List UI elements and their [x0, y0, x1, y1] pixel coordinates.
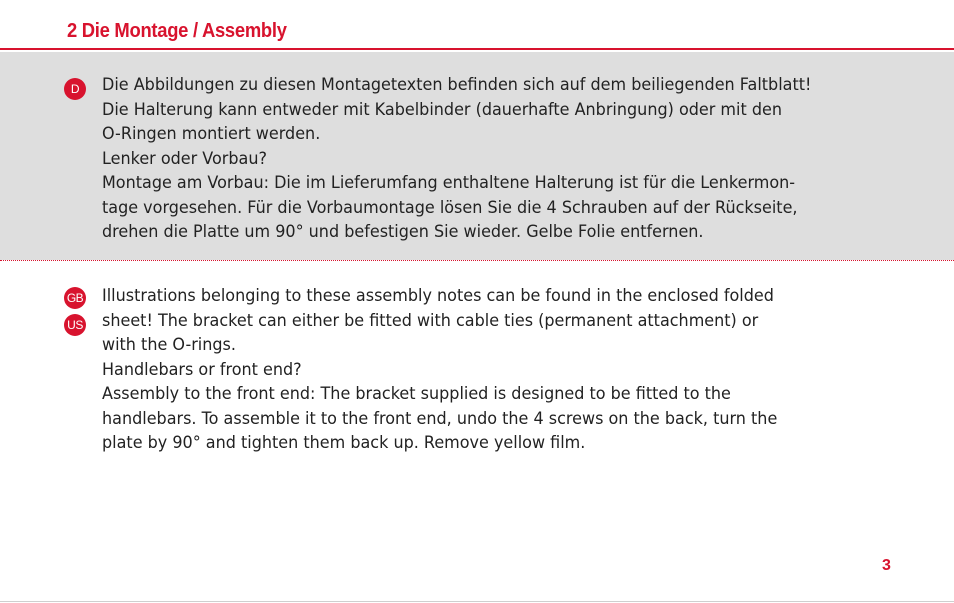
english-line: plate by 90° and tighten them back up. Remove yellow film. — [102, 433, 586, 452]
english-line: Illustrations belonging to these assembly notes can be found in the enclosed folded — [102, 286, 774, 305]
language-badge-gb: GB — [64, 287, 86, 309]
german-line: O-Ringen montiert werden. — [102, 124, 321, 143]
section-title: 2 Die Montage / Assembly — [67, 20, 287, 42]
german-line: tage vorgesehen. Für die Vorbaumontage lösen Sie die 4 Schrauben auf der Rückseite, — [102, 197, 798, 217]
section-divider — [0, 260, 954, 261]
german-line: Lenker oder Vorbau? — [102, 148, 267, 168]
language-badge-de: D — [64, 78, 86, 100]
german-line: Die Halterung kann entweder mit Kabelbinder (dauerhafte Anbringung) oder mit den — [102, 99, 782, 119]
english-line: Assembly to the front end: The bracket supplied is designed to be fitted to the — [102, 384, 731, 403]
page-number: 3 — [882, 557, 891, 574]
german-line: drehen die Platte um 90° und befestigen Sie wieder. Gelbe Folie entfernen. — [102, 222, 704, 241]
language-badge-us: US — [64, 314, 86, 336]
english-text — [102, 284, 868, 456]
german-text — [102, 73, 868, 245]
german-line: Montage am Vorbau: Die im Lieferumfang enthaltene Halterung ist für die Lenkermon- — [102, 173, 796, 192]
english-line: handlebars. To assemble it to the front end, undo the 4 screws on the back, turn the — [102, 408, 778, 428]
section-header — [0, 0, 954, 50]
english-line: Handlebars or front end? — [102, 359, 302, 379]
german-line: Die Abbildungen zu diesen Montagetexten befinden sich auf dem beiliegenden Faltblatt! — [102, 75, 812, 94]
english-line: with the O-rings. — [102, 335, 236, 354]
footer-rule — [0, 601, 954, 602]
english-line: sheet! The bracket can either be fitted with cable ties (permanent attachment) or — [102, 310, 759, 330]
